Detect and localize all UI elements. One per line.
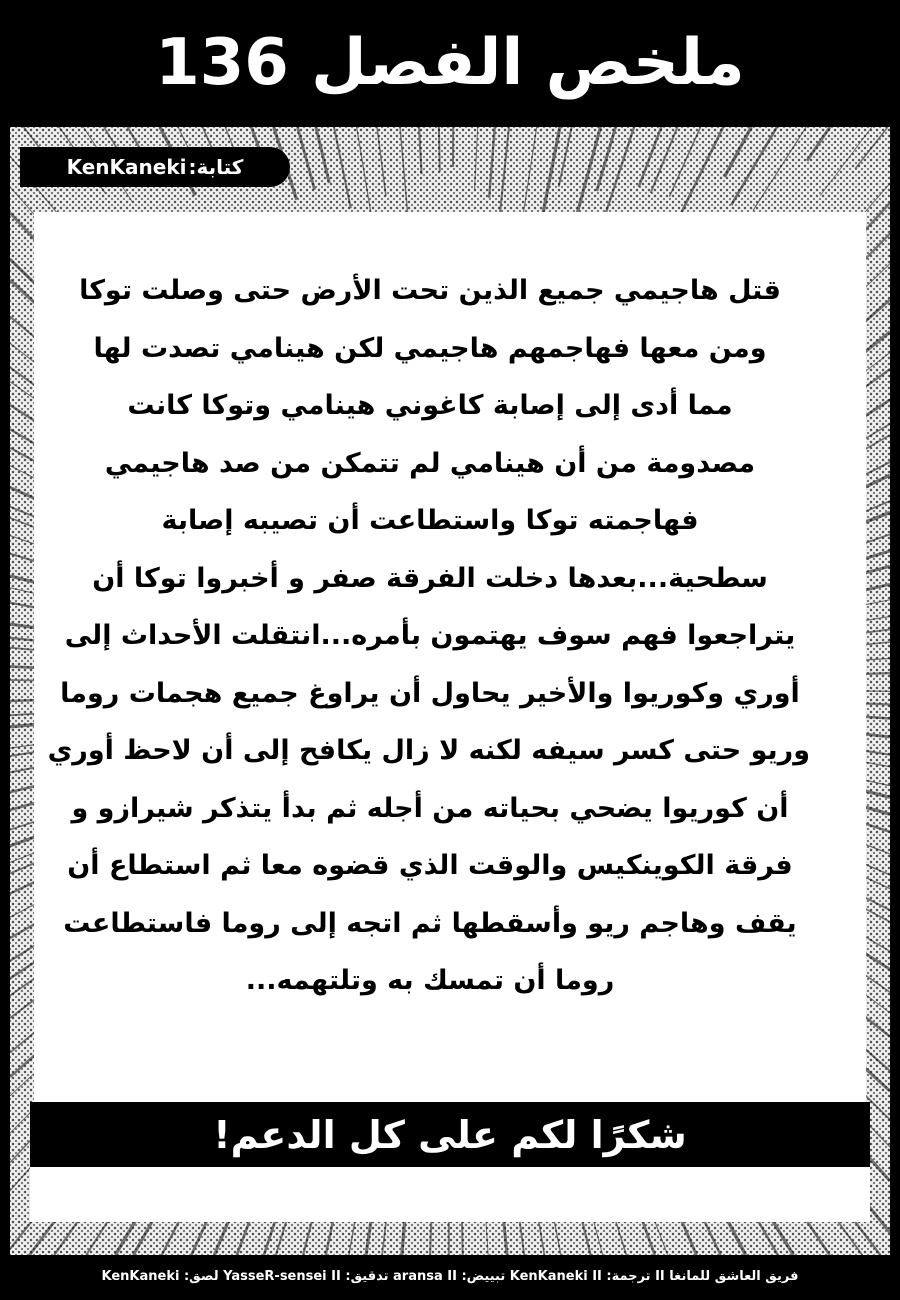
- thanks-text: شكرًا لكم على كل الدعم!: [213, 1112, 687, 1157]
- summary-line: يقف وهاجم ريو وأسقطها ثم اتجه إلى روما فاستطاعت: [63, 907, 797, 939]
- speed-line: [731, 127, 777, 205]
- thanks-banner: [30, 1102, 870, 1167]
- summary-line: ومن معها فهاجمهم هاجيمي لكن هينامي تصدت لها: [93, 332, 767, 364]
- summary-line: سطحية...بعدها دخلت الفرقة صفر و أخبروا توكا أن: [92, 562, 768, 594]
- speed-line: [542, 127, 560, 221]
- summary-line: روما أن تمسك به وتلتهمه...: [245, 965, 615, 996]
- speed-line: [316, 127, 329, 183]
- summary-line: مما أدى إلى إصابة كاغوني هينامي وتوكا كانت: [127, 390, 733, 421]
- speed-line: [439, 127, 440, 172]
- summary-line: قتل هاجيمي جميع الذين تحت الأرض حتى وصلت توكا: [79, 275, 781, 306]
- speed-line: [578, 127, 601, 212]
- summary-line: يتراجعوا فهم سوف يهتمون بأمره...انتقلت الأحداث إلى: [64, 620, 796, 651]
- speed-line: [753, 127, 806, 210]
- speed-line: [855, 127, 888, 169]
- page-title: ملخص الفصل 136: [155, 25, 745, 100]
- speed-line: [298, 127, 315, 190]
- speed-line: [522, 127, 536, 220]
- speed-line: [807, 127, 830, 161]
- author-label: كتابة:: [188, 155, 244, 179]
- manga-frame: [10, 127, 890, 1255]
- summary-line: وريو حتى كسر سيفه لكنه لا زال يكافح إلى أن لاحظ أوري: [47, 735, 810, 766]
- speed-line: [724, 127, 751, 177]
- speed-line: [400, 127, 408, 215]
- speed-line: [651, 127, 678, 193]
- speed-line: [604, 127, 634, 218]
- speed-line: [489, 127, 495, 198]
- summary-line: مصدومة من أن هينامي لم تتمكن من صد هاجيمي: [104, 447, 756, 479]
- author-name: KenKaneki: [66, 155, 187, 179]
- bottom-panel: [30, 1167, 870, 1222]
- summary-line: أوري وكوريوا والأخير يحاول أن يراوغ جميع هجمات روما: [60, 677, 800, 709]
- credits-line: فريق العاشق للمانغا II ترجمة: KenKaneki II تبييض: aransa II تدقيق: YasseR-sensei II لصق: KenKaneki: [101, 1268, 799, 1284]
- speed-line: [820, 127, 872, 196]
- summary-line: فرقة الكوينكيس والوقت الذي قضوه معا ثم استطاع أن: [67, 850, 793, 881]
- summary-text: [47, 262, 810, 1010]
- speed-line: [559, 127, 572, 187]
- speed-line: [863, 183, 890, 214]
- speed-line: [676, 127, 724, 225]
- summary-line: فهاجمته توكا واستطاعت أن تصيبه إصابة: [161, 505, 699, 536]
- title-bar: [0, 0, 900, 125]
- summary-line: أن كوريوا يضحي بحياته من أجله ثم بدأ يتذكر شيرازو و: [71, 792, 789, 824]
- speed-line: [419, 127, 422, 174]
- speed-line: [475, 127, 478, 189]
- author-tag: [20, 147, 290, 187]
- speed-line: [377, 127, 386, 196]
- speed-line: [334, 127, 351, 208]
- speed-line: [639, 127, 662, 187]
- speed-line: [499, 127, 509, 222]
